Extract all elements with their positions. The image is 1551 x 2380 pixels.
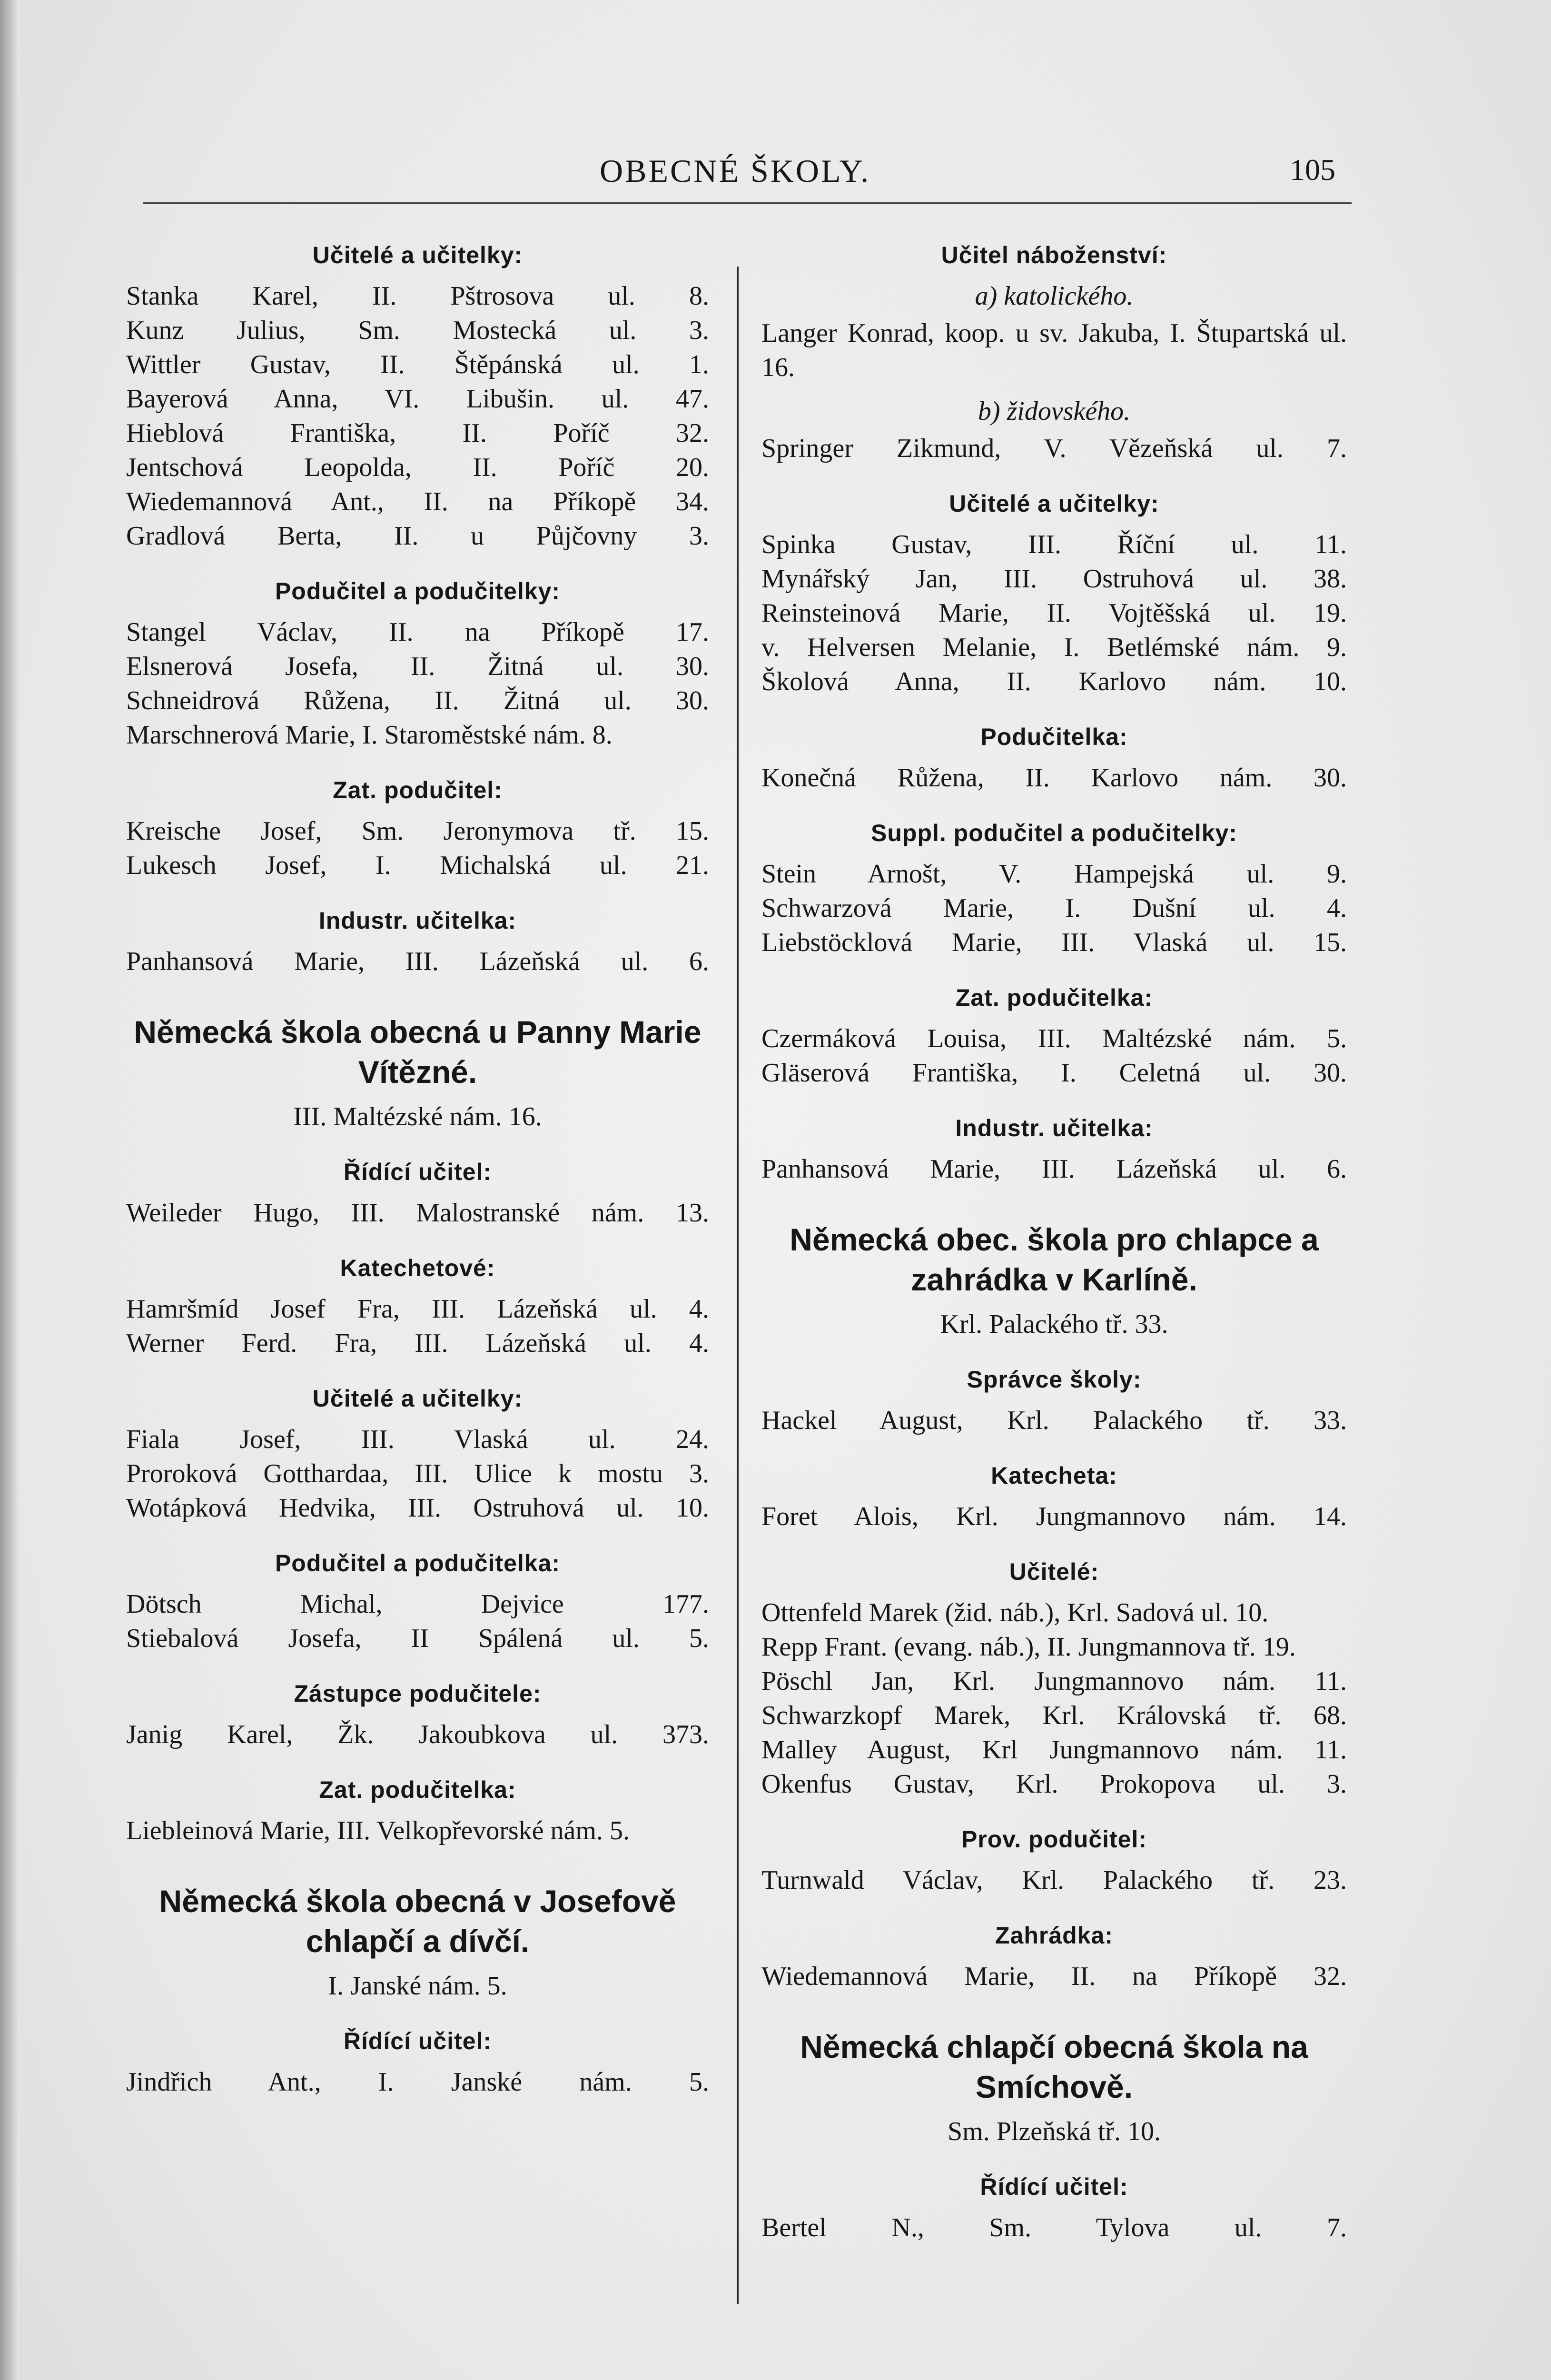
entry: Stiebalová Josefa, II Spálená ul. 5. [126,1624,709,1653]
entry: Langer Konrad, koop. u sv. Jakuba, I. Štupartská ul. 16. [761,318,1347,382]
column-divider [737,267,739,2304]
school-address: III. Maltézské nám. 16. [293,1102,542,1131]
entry: Malley August, Krl Jungmannovo nám. 11. [761,1735,1347,1765]
entry: Weileder Hugo, III. Malostranské nám. 13. [126,1198,709,1228]
entry: Fiala Josef, III. Vlaská ul. 24. [126,1425,709,1454]
entry: Ottenfeld Marek (žid. náb.), Krl. Sadová ul. 10. [761,1598,1269,1627]
section-heading: Katecheta: [991,1462,1117,1489]
entry: Wiedemannová Ant., II. na Příkopě 34. [126,487,709,516]
header-rule [143,202,1352,204]
entry: v. Helversen Melanie, I. Betlémské nám. 9. [761,633,1347,662]
school-title: Německá škola obecná u Panny Marie Vítězné. [134,1014,701,1090]
entry: Školová Anna, II. Karlovo nám. 10. [761,667,1347,696]
entry: Gläserová Františka, I. Celetná ul. 30. [761,1058,1347,1088]
entry: Panhansová Marie, III. Lázeňská ul. 6. [126,947,709,976]
school-block [126,1881,709,2099]
school-block [761,1220,1347,1993]
school-block [761,2027,1347,2245]
entry: Mynářský Jan, III. Ostruhová ul. 38. [761,564,1347,594]
entry: Kunz Julius, Sm. Mostecká ul. 3. [126,316,709,345]
subheading: b) židovského. [978,397,1131,426]
section-heading: Industr. učitelka: [955,1115,1153,1141]
staff-block [126,238,709,979]
school-title: Německá chlapčí obecná škola na Smíchově. [800,2029,1308,2104]
entry: Stein Arnošt, V. Hampejská ul. 9. [761,859,1347,889]
entry: Marschnerová Marie, I. Staroměstské nám. 8. [126,720,612,750]
section-heading: Učitel náboženství: [941,242,1167,268]
school-block [126,1012,709,1848]
entry: Hamršmíd Josef Fra, III. Lázeňská ul. 4. [126,1294,709,1324]
entry: Hackel August, Krl. Palackého tř. 33. [761,1406,1347,1435]
entry: Jindřich Ant., I. Janské nám. 5. [126,2067,709,2097]
school-address: Sm. Plzeňská tř. 10. [948,2117,1161,2146]
entry: Turnwald Václav, Krl. Palackého tř. 23. [761,1865,1347,1895]
entry: Foret Alois, Krl. Jungmannovo nám. 14. [761,1502,1347,1531]
staff-block [761,238,1347,1186]
entry: Konečná Růžena, II. Karlovo nám. 30. [761,763,1347,793]
entry: Kreische Josef, Sm. Jeronymova tř. 15. [126,816,709,846]
entry: Janig Karel, Žk. Jakoubkova ul. 373. [126,1720,709,1749]
section-heading: Katechetové: [340,1255,495,1281]
entry: Proroková Gotthardaa, III. Ulice k mostu 3. [126,1459,709,1488]
entry: Jentschová Leopolda, II. Poříč 20. [126,453,709,482]
school-title: Německá obec. škola pro chlapce a zahrádka v Karlíně. [790,1222,1319,1297]
school-title: Německá škola obecná v Josefově chlapčí a dívčí. [159,1884,676,1959]
entry: Lukesch Josef, I. Michalská ul. 21. [126,851,709,880]
entry: Liebleinová Marie, III. Velkopřevorské nám. 5. [126,1816,630,1845]
school-address: Krl. Palackého tř. 33. [940,1309,1168,1339]
entry: Panhansová Marie, III. Lázeňská ul. 6. [761,1154,1347,1184]
entry: Schwarzkopf Marek, Krl. Královská tř. 68. [761,1701,1347,1730]
section-heading: Zástupce podučitele: [294,1680,542,1707]
entry: Wiedemannová Marie, II. na Příkopě 32. [761,1962,1347,1991]
section-heading: Zahrádka: [995,1922,1113,1949]
entry: Schneidrová Růžena, II. Žitná ul. 30. [126,686,709,715]
entry: Repp Frant. (evang. náb.), II. Jungmannova tř. 19. [761,1632,1296,1662]
left-column [126,238,709,2099]
entry: Dötsch Michal, Dejvice 177. [126,1589,709,1619]
section-heading: Řídící učitel: [343,2028,492,2054]
entry: Liebstöcklová Marie, III. Vlaská ul. 15. [761,928,1347,957]
subheading: a) katolického. [975,281,1134,311]
page-number: 105 [1290,153,1335,187]
section-heading: Zat. podučitelka: [955,984,1153,1011]
section-heading: Učitelé a učitelky: [949,490,1159,517]
section-heading: Zat. podučitelka: [319,1776,516,1803]
section-heading: Učitelé a učitelky: [312,1385,523,1412]
right-column [761,238,1347,2245]
section-heading: Učitelé: [1009,1558,1099,1585]
entry: Hieblová Františka, II. Poříč 32. [126,418,709,448]
entry: Werner Ferd. Fra, III. Lázeňská ul. 4. [126,1329,709,1358]
section-heading: Industr. učitelka: [318,907,517,934]
section-heading: Řídící učitel: [980,2173,1128,2200]
section-heading: Řídící učitel: [343,1159,492,1185]
entry: Okenfus Gustav, Krl. Prokopova ul. 3. [761,1769,1347,1799]
section-heading: Učitelé a učitelky: [312,242,523,268]
entry: Bayerová Anna, VI. Libušin. ul. 47. [126,384,709,414]
section-heading: Podučitel a podučitelky: [275,578,561,605]
entry: Stanka Karel, II. Pštrosova ul. 8. [126,281,709,311]
page-edge [0,0,19,2380]
entry: Elsnerová Josefa, II. Žitná ul. 30. [126,652,709,681]
entry: Czermáková Louisa, III. Maltézské nám. 5. [761,1024,1347,1053]
entry: Springer Zikmund, V. Vězeňská ul. 7. [761,434,1347,463]
entry: Reinsteinová Marie, II. Vojtěšská ul. 19. [761,598,1347,628]
entry: Stangel Václav, II. na Příkopě 17. [126,617,709,647]
section-heading: Suppl. podučitel a podučitelky: [871,820,1237,846]
entry: Spinka Gustav, III. Říční ul. 11. [761,530,1347,559]
school-address: I. Janské nám. 5. [328,1971,507,2001]
section-heading: Podučitel a podučitelka: [275,1550,561,1577]
entry: Schwarzová Marie, I. Dušní ul. 4. [761,893,1347,923]
section-heading: Prov. podučitel: [961,1826,1147,1853]
section-heading: Správce školy: [967,1366,1142,1393]
entry: Wittler Gustav, II. Štěpánská ul. 1. [126,350,709,379]
section-heading: Podučitelka: [980,724,1128,750]
entry: Pöschl Jan, Krl. Jungmannovo nám. 11. [761,1666,1347,1696]
entry: Wotápková Hedvika, III. Ostruhová ul. 10. [126,1493,709,1523]
running-title: OBECNÉ ŠKOLY. [600,153,871,189]
entry: Gradlová Berta, II. u Půjčovny 3. [126,521,709,551]
entry: Bertel N., Sm. Tylova ul. 7. [761,2213,1347,2242]
page-header [0,152,1551,200]
section-heading: Zat. podučitel: [333,777,503,803]
